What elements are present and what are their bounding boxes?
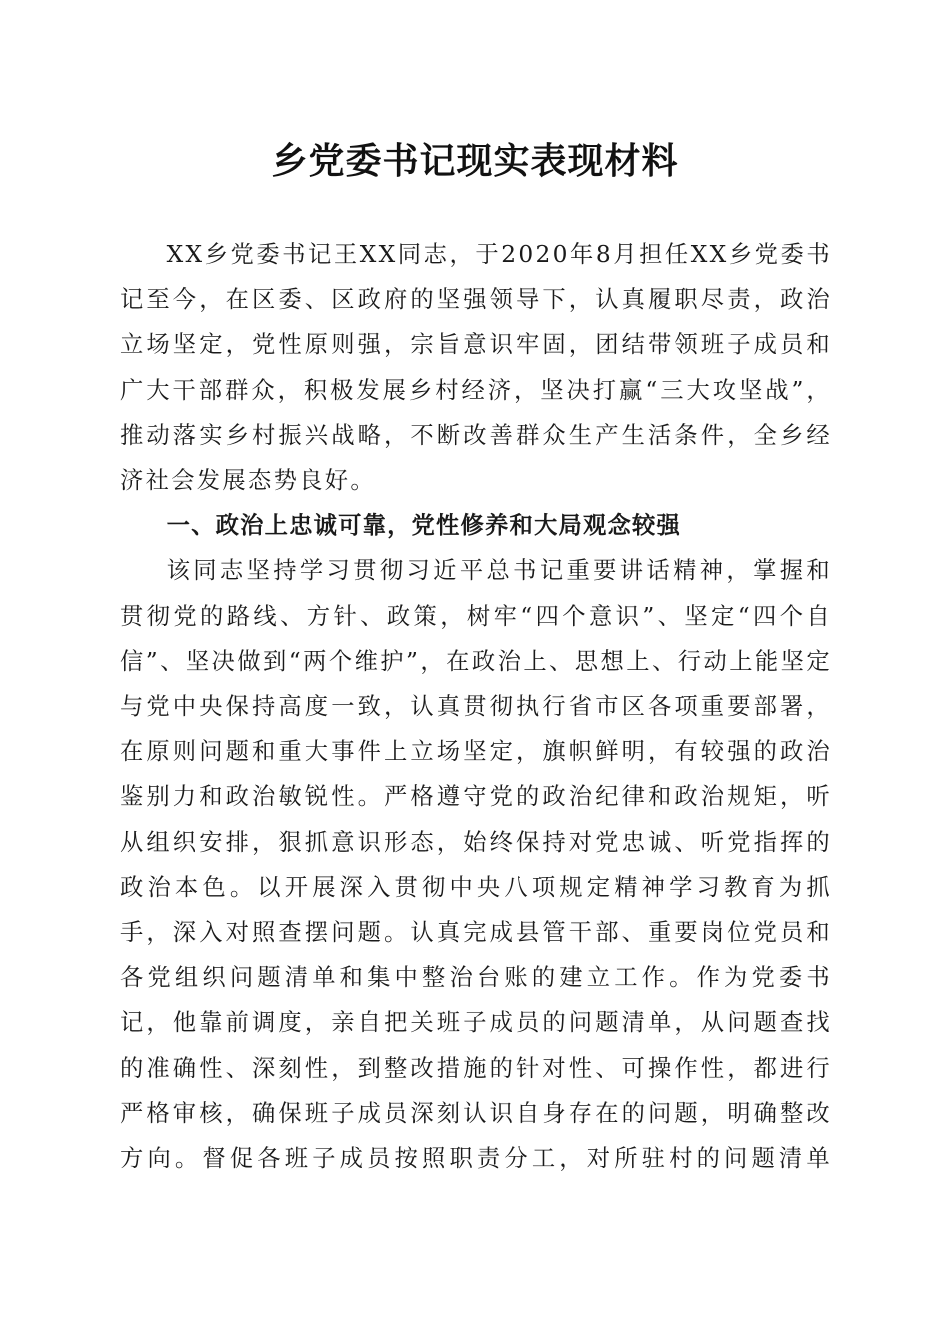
- section-1-paragraph: 该同志坚持学习贯彻习近平总书记重要讲话精神，掌握和贯彻党的路线、方针、政策，树牢“四个意识”、坚定“四个自信”、坚决做到“两个维护”，在政治上、思想上、行动上能坚定与党中央保持高度一致，认真贯彻执行省市区各项重要部署，在原则问题和重大事件上立场坚定，旗帜鲜明，有较强的政治鉴别力和政治敏锐性。严格遵守党的政治纪律和政治规矩，听从组织安排，狠抓意识形态，始终保持对党忠诚、听党指挥的政治本色。以开展深入贯彻中央八项规定精神学习教育为抓手，深入对照查摆问题。认真完成县管干部、重要岗位党员和各党组织问题清单和集中整治台账的建立工作。作为党委书记，他靠前调度，亲自把关班子成员的问题清单，从问题查找的准确性、深刻性，到整改措施的针对性、可操作性，都进行严格审核，确保班子成员深刻认识自身存在的问题，明确整改方向。督促各班子成员按照职责分工，对所驻村的问题清单: [120, 557, 832, 1173]
- document-body: [120, 232, 832, 1181]
- intro-paragraph: XX乡党委书记王XX同志，于2020年8月担任XX乡党委书记至今，在区委、区政府的坚强领导下，认真履职尽责，政治立场坚定，党性原则强，宗旨意识牢固，团结带领班子成员和广大干部群众，积极发展乡村经济，坚决打赢“三大攻坚战”，推动落实乡村振兴战略，不断改善群众生产生活条件，全乡经济社会发展态势良好。: [120, 241, 832, 495]
- document-title: 乡党委书记现实表现材料: [271, 140, 679, 182]
- section-1-heading: 一、政治上忠诚可靠，党性修养和大局观念较强: [166, 512, 682, 540]
